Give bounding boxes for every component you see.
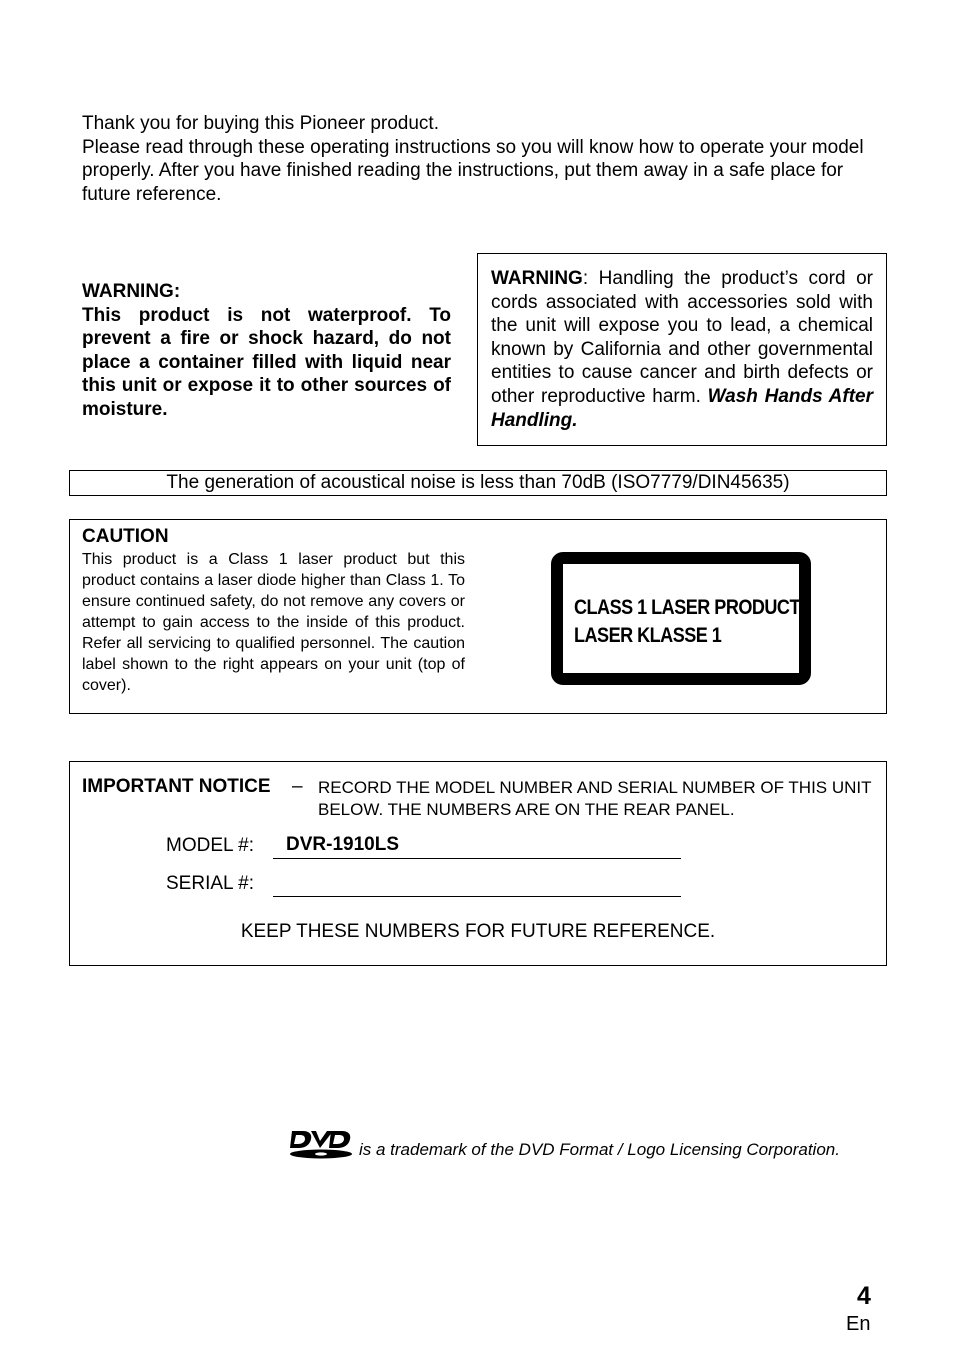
- model-field-line: [273, 858, 681, 859]
- serial-field-line: [273, 896, 681, 897]
- caution-text: [82, 525, 465, 696]
- laser-label-line2: LASER KLASSE 1: [574, 624, 722, 647]
- lead-warning-title: WARNING: [491, 268, 583, 289]
- lead-warning-body: : Handling the product’s cord or cords associated with accessories sold with the unit will expose you to lead, a chemical known by California and other governmental entities to cause cancer and birth defects or other reproductive harm.: [491, 268, 873, 407]
- intro-thanks: Thank you for buying this Pioneer product.: [82, 113, 439, 134]
- model-label: MODEL #:: [166, 835, 254, 856]
- waterproof-warning: [82, 280, 451, 422]
- keep-numbers-note: KEEP THESE NUMBERS FOR FUTURE REFERENCE.: [240, 921, 716, 942]
- intro-paragraph: [82, 112, 882, 206]
- page-language: En: [846, 1313, 871, 1335]
- laser-class-label: [551, 552, 811, 685]
- waterproof-warning-title: WARNING:: [82, 281, 181, 302]
- noise-notice: The generation of acoustical noise is less than 70dB (ISO7779/DIN45635): [69, 470, 887, 496]
- lead-warning-box: [477, 253, 887, 446]
- dvd-logo-icon: [289, 1128, 353, 1160]
- model-value: DVR-1910LS: [286, 834, 399, 855]
- caution-body: This product is a Class 1 laser product but this product contains a laser diode higher than Class 1. To ensure continued safety, do not remove any covers or attempt to gain access to the inside of this product. Refer all servicing to qualified personnel. The caution label shown to the right appears on your unit (top of cover).: [82, 551, 465, 694]
- important-notice-dash: –: [292, 776, 303, 797]
- page-number: 4: [857, 1282, 871, 1310]
- serial-label: SERIAL #:: [166, 873, 255, 894]
- waterproof-warning-body: This product is not waterproof. To prevent a fire or shock hazard, do not place a container filled with liquid near this unit or expose it to other sources of moisture.: [82, 304, 451, 420]
- intro-instructions: Please read through these operating instructions so you will know how to operate your model properly. After you have finished reading the instructions, put them away in a safe place for future reference.: [82, 136, 864, 205]
- caution-title: CAUTION: [82, 526, 169, 547]
- important-notice-title: IMPORTANT NOTICE: [82, 776, 271, 797]
- laser-label-line1: CLASS 1 LASER PRODUCT: [574, 596, 800, 619]
- trademark-text: is a trademark of the DVD Format / Logo Licensing Corporation.: [359, 1140, 840, 1159]
- lead-warning-emphasis: Wash Hands After Handling.: [491, 385, 874, 431]
- important-notice-text: RECORD THE MODEL NUMBER AND SERIAL NUMBER OF THIS UNIT BELOW. THE NUMBERS ARE ON THE REAR PANEL.: [318, 778, 872, 819]
